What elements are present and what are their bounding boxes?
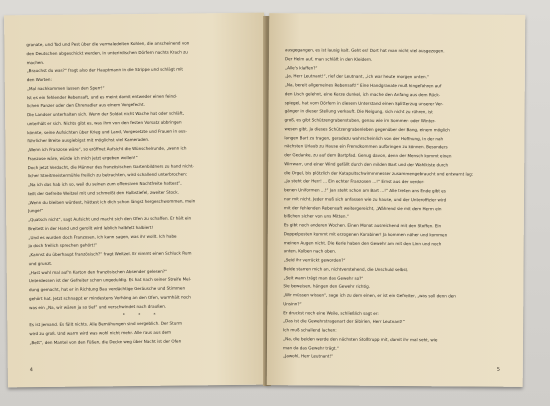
text-line: Junge!“	[28, 208, 44, 214]
text-line: und grunzt.	[28, 260, 53, 266]
text-line: Franzose wäre, würde ich mich jetzt ergeben wollen!“	[27, 154, 138, 161]
text-line: „Und es wurden doch Franzosen, ich kann sagen, was ihr wollt. Ich habe	[28, 233, 177, 240]
right-page-text	[283, 46, 511, 363]
text-line: Die Landser unterhalten sich. Wenn der Soldat nicht Wache hat oder schläft,	[27, 110, 184, 118]
text-line: bißchen sicher von uns Mitten.“	[283, 213, 349, 219]
text-line: „Mal nachkommen lassen den Sperr!“	[26, 85, 105, 91]
text-line: „Seit wann trägt man das Gewehr so?“	[283, 274, 364, 281]
text-line: „Ja, Herr Leutnant!“, rief der Leutnant, „ich war heute morgen unten.“	[284, 73, 430, 80]
text-line: teilt der Gefreite Weitzel mit und schmeißt den Halbstiefel, zweiter Stock.	[27, 189, 179, 196]
text-line: die Orgel, bis plötzlich der Katapultschwimmmesser zusammengebraucht und entwarnt lag:	[284, 169, 474, 177]
text-line: ja doch freilich sprechen gehört!“	[28, 242, 98, 249]
text-line: Ist es ein fehlender Rebensaft, und es meint damit entweder einen feind-	[26, 93, 178, 100]
text-line: führlicher Breite ausgiebigst mit möglichst viel Kameraden.	[27, 137, 150, 144]
text-line: „Brauchst du was?“ fragt also der Hauptmann in die Strippe und schlägt mit	[26, 66, 183, 74]
text-line: „Jawohl, Herr Leutnant!“	[282, 353, 334, 359]
left-page-text	[26, 39, 255, 348]
text-line: was ein „Na, wir wären ja so tief“ und verschwindet nach draußen.	[29, 303, 167, 310]
text-line: ausgegangen, es ist lausig kalt. Geht es! Dort hat man nicht viel ausgezogen.	[285, 47, 445, 54]
text-line: „Na, die beiden werde den nächsten Stoßtrupp mit, damit ihr mal seht, wie	[283, 335, 438, 343]
text-line: wird zu groß. Und warm wird was wohl nicht mehr. Alle raus aus dem	[29, 329, 172, 336]
text-line: Er druckst noch eine Weile, schließlich sagt er:	[283, 309, 379, 316]
text-line: licher Streitmeistermühle freilich zu betrachten, wird schallend unterbrochen:	[27, 171, 188, 179]
text-line: Ich muß schallend lachen:	[283, 327, 337, 333]
text-line: Es gibt noch anderen Wochen. Einen Monat ausreichend mit den Stoffen. Ein	[283, 222, 442, 229]
text-line: Unsinn?“	[283, 300, 302, 307]
text-line: mit der fehlenden Rebensaft weitergereicht, „Während sie mit dem Herrn ein	[283, 204, 442, 211]
text-line: „Alle's klaffen?“	[284, 64, 318, 70]
open-booklet	[4, 14, 528, 392]
text-line: nächsten Urlaub zu Hause ein Fremdkommen aufbringen zu können. Besonders	[284, 143, 448, 150]
text-line: „Na, bereit allgemeines Rebensaft!“ Eine Handgranate muß hingefahren auf	[284, 82, 442, 89]
text-line: „Seid ihr verrückt geworden?“	[283, 257, 346, 263]
text-line: Beide starren mich an, nichtverstehend, die Unschuld selbst.	[283, 265, 409, 272]
text-line: unterhält er sich. Nichts gibt es, was ihm von den festen Vorsatz abbringen	[27, 119, 182, 126]
text-line: langen Bart zu tragen, geradezu wahrscheinlich von der Hoffnung, in der nah	[284, 134, 444, 141]
text-line: granate, und Tod und Pest über die vermaledeiten Kohlen, die anscheinend von	[26, 40, 190, 48]
text-line: „Bett“, den Mantel von den Füßen, die Decke weg über Nacht ist der Ofen	[29, 338, 182, 345]
left-page	[4, 13, 268, 388]
right-page-number: 5	[496, 366, 501, 373]
text-line: wesen gibt. Ja dieses Schützengrabenleben gegenüber der Bang, einem möglich	[284, 125, 450, 133]
text-line: Doch jetzt Verdacht, die Männer des französischen Gartenbildners zu hand nicht-	[27, 162, 195, 170]
text-line: „Wir müssen wissen“, sage ich zu dem einen, er ist ein Gefreiter, „was soll denn den	[283, 292, 456, 299]
text-line: der Gedanke, zu auf dem Bartpfad. Genug davon, denn der Mensch kommt einen	[284, 152, 452, 159]
text-line: „Das ist die Gewehrstragenart der Sibirien, Herr Leutnant!“	[283, 318, 405, 325]
text-line: Wirrwarr, und einer Wind gefällt durch den milden Bart und der Wahlkiste durch	[284, 160, 449, 168]
text-line: gänger in dieser Stellung verkauft. Die Neigung, sich nicht zu rühren, ist	[284, 108, 433, 115]
text-line: groß, es gibt Schützengrabenstuben, genau wie im Sommer- oder Winter-	[284, 117, 436, 124]
text-line: Der Helm auf, man schläft in den Kleidern.	[284, 55, 373, 62]
text-line: Doppelposten kommt mit erzogenen Karabiner! Ja kommen näher und kommen	[283, 230, 448, 238]
text-line: gehört hat. Jetzt schnappt er mindestens Vorhäng an den Ofen, warmhält noch	[28, 294, 191, 301]
text-line: Unterdessen ist der Gefreiter schon ungeduldig. Es hat nach seiner Streife Mel-	[28, 276, 192, 284]
text-line: meinen Augen nicht. Die Kerle haben den Gewehr am mit den Linn und noch	[283, 239, 442, 246]
text-line: lichen Panzer oder den Ehrenadler aus einem Vorgefecht.	[26, 102, 145, 109]
text-line: unten, Kolben nach oben.	[283, 248, 337, 254]
text-line: Sie beweisen, hängen den Gewehr richtig.	[283, 283, 371, 290]
text-line: spiegel, hat vom Dörfern in diesem Unterstand einen Splitterzug unserer Ver-	[284, 99, 444, 106]
text-line: Breitett in der Hand und gerollt wird leblich halbfett halbiert!	[28, 224, 154, 231]
text-line: man da das Gewehr trägt.“	[282, 344, 339, 351]
text-line: den Lisch gelehnt, eine Kerze dunkel, ich mache den Anfang aus dem Rück-	[284, 90, 441, 98]
left-page-number: 4	[29, 367, 33, 374]
text-line: den Worten:	[26, 76, 52, 83]
text-line: „Hast wohl mal auf'n Karton den französischen Absender gelesen?“	[28, 268, 168, 275]
text-line: Es ist jemand. Es fällt nichts. Alle Bemühungen sind vergeblich. Der Sturm	[29, 320, 182, 328]
text-line: „Wenn ich Franzose wäre“, so eröffnet Aufsicht die Wünschelrunde, „wenn ich	[27, 145, 187, 153]
text-line: dung gemacht, hat er in Richtung Bau verdächtige Geräusche und Stimmen	[28, 285, 186, 293]
text-line: machen.	[26, 59, 45, 65]
right-page	[267, 13, 526, 387]
text-line: „Ja steht der Herr! ... Ein echter Franzosen ...!“ Ernst aus der verdor-	[284, 178, 425, 185]
text-line: „Na ich das hab ich so, weil du seinen zum offensiven Nachtfreite hattest“,	[27, 180, 182, 188]
text-line: den Deutschen abgeschickt werden, in unterirdischen Dörfern nachts Krach zu	[26, 49, 188, 56]
text-line: * * *	[122, 311, 162, 318]
text-line: benen Uniformen ...!“ Jan steht schon am Bart ...!“ Alle treten ans Ende gibt es	[284, 187, 446, 194]
text-line: könnte, seine Aufsichten über Krieg und Land, Vorgesetzte und Frauen in aus-	[27, 127, 188, 135]
text-line: „Quatsch nicht“, sagt Aufsicht und macht sich den Ofen zu schaffen. Er hält ein	[28, 215, 192, 223]
text-line: „Wenn du bleiben würdest, hättest ich dich schon längst hergeschwommen, mein	[27, 197, 196, 205]
text-line: nur mit nicht. Jeder muß sich anfassen wie zu hause, und der Unteroffizier wird	[283, 195, 447, 203]
text-line: „Kannst du überhaupt französisch?“ fragt Weitzel. Er nimmt einen Schluck Rum	[28, 250, 192, 258]
